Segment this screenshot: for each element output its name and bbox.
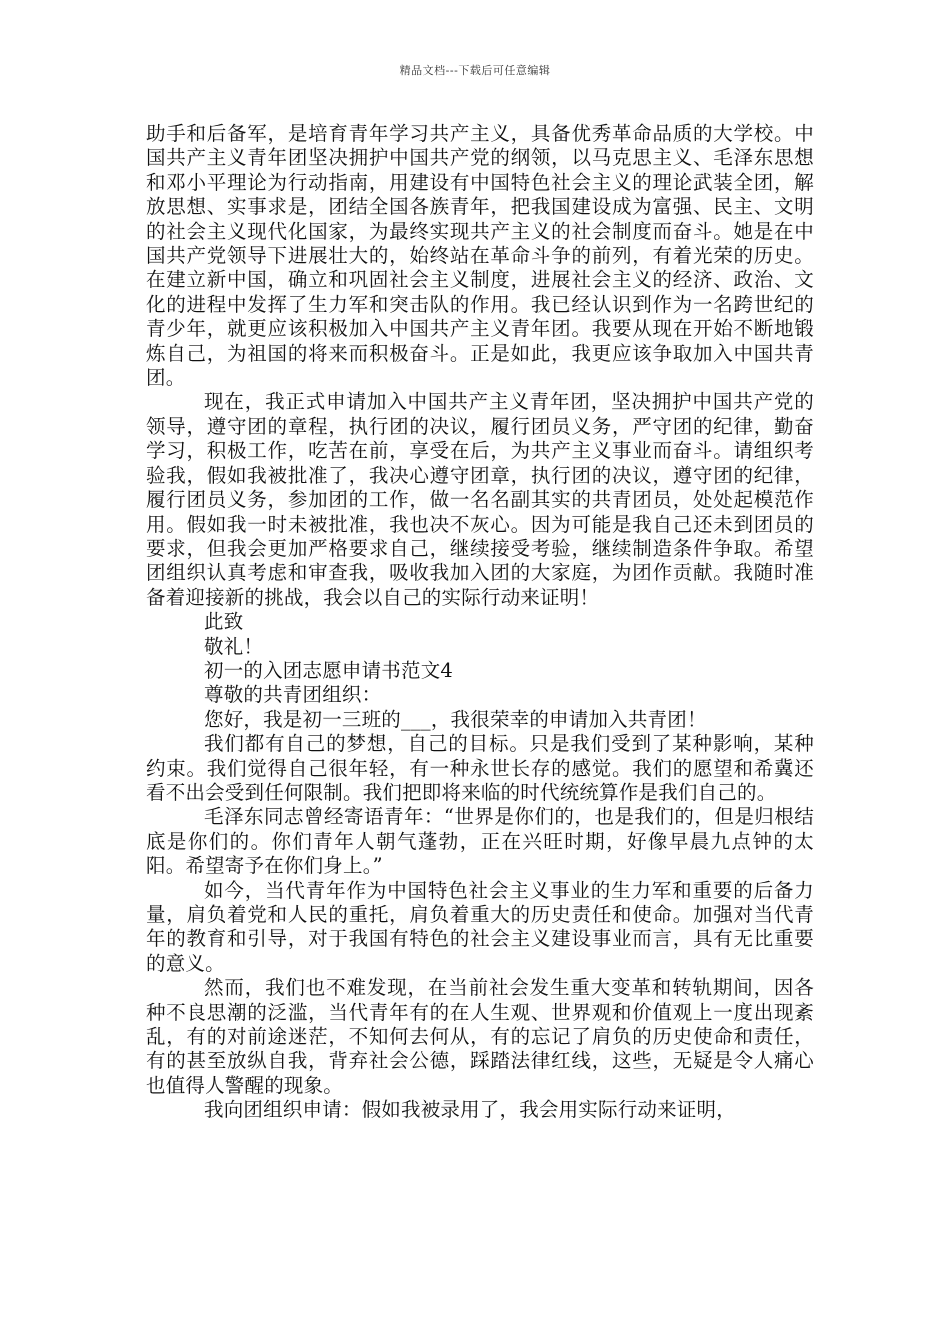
closing-regards: 敬礼！ bbox=[204, 634, 264, 658]
closing-salutation: 此致 bbox=[204, 610, 244, 634]
paragraph-however: 然而，我们也不难发现，在当前社会发生重大变革和转轨期间，因各种不良思潮的泛滥，当代青年有的在人生观、世界观和价值观上一度出现紊乱，有的对前途迷茫，不知何去何从，有的忘记了肩负的历史使命和责任，有的甚至放纵自我，背弃社会公德，踩踏法律红线，这些，无疑是令人痛心也值得人警醒的现象。 bbox=[146, 976, 814, 1097]
paragraph-youth: 如今，当代青年作为中国特色社会主义事业的生力军和重要的后备力量，肩负着党和人民的重托，肩负着重大的历史责任和使命。加强对当代青年的教育和引导，对于我国有特色的社会主义建设事业而言，具有无比重要的意义。 bbox=[146, 878, 814, 975]
document-body bbox=[146, 122, 814, 1123]
paragraph-dreams: 我们都有自己的梦想，自己的目标。只是我们受到了某种影响，某种约束。我们觉得自己很年轻，有一种永世长存的感觉。我们的愿望和希冀还看不出会受到任何限制。我们把即将来临的时代统统算作是我们自己的。 bbox=[146, 732, 814, 804]
paragraph-request: 我向团组织申请：假如我被录用了，我会用实际行动来证明， bbox=[204, 1098, 736, 1122]
paragraph-quote: 毛泽东同志曾经寄语青年：“世界是你们的，也是我们的，但是归根结底是你们的。你们青年人朝气蓬勃，正在兴旺时期，好像早晨九点钟的太阳。希望寄予在你们身上。” bbox=[146, 805, 814, 878]
letter-intro: 您好，我是初一三班的___，我很荣幸的申请加入共青团！ bbox=[204, 707, 707, 731]
paragraph-continuation: 助手和后备军，是培育青年学习共产主义，具备优秀革命品质的大学校。中国共产主义青年团坚决拥护中国共产党的纲领，以马克思主义、毛泽东思想和邓小平理论为行动指南，用建设有中国特色社会主义的理论武装全团，解放思想、实事求是，团结全国各族青年，把我国建设成为富强、民主、文明的社会主义现代化国家，为最终实现共产主义的社会制度而奋斗。她是在中国共产党领导下进展壮大的，始终站在革命斗争的前列，有着光荣的历史。在建立新中国，确立和巩固社会主义制度，进展社会主义的经济、政治、文化的进程中发挥了生力军和突击队的作用。我已经认识到作为一名跨世纪的青少年，就更应该积极加入中国共产主义青年团。我要从现在开始不断地锻炼自己，为祖国的将来而积极奋斗。正是如此，我更应该争取加入中国共青团。 bbox=[146, 122, 814, 390]
letter-greeting: 尊敬的共青团组织： bbox=[204, 683, 382, 707]
page-header: 精品文档---下载后可任意编辑 bbox=[399, 64, 551, 77]
paragraph-application: 现在，我正式申请加入中国共产主义青年团，坚决拥护中国共产党的领导，遵守团的章程，执行团的决议，履行团员义务，严守团的纪律，勤奋学习，积极工作，吃苦在前，享受在后，为共产主义事业而奋斗。请组织考验我，假如我被批准了，我决心遵守团章，执行团的决议，遵守团的纪律，履行团员义务，参加团的工作，做一名名副其实的共青团员，处处起模范作用。假如我一时未被批准，我也决不灰心。因为可能是我自己还未到团员的要求，但我会更加严格要求自己，继续接受考验，继续制造条件争取。希望团组织认真考虑和审查我，吸收我加入团的大家庭，为团作贡献。我随时准备着迎接新的挑战，我会以自己的实际行动来证明！ bbox=[146, 390, 814, 609]
section-title: 初一的入团志愿申请书范文4 bbox=[204, 658, 454, 682]
